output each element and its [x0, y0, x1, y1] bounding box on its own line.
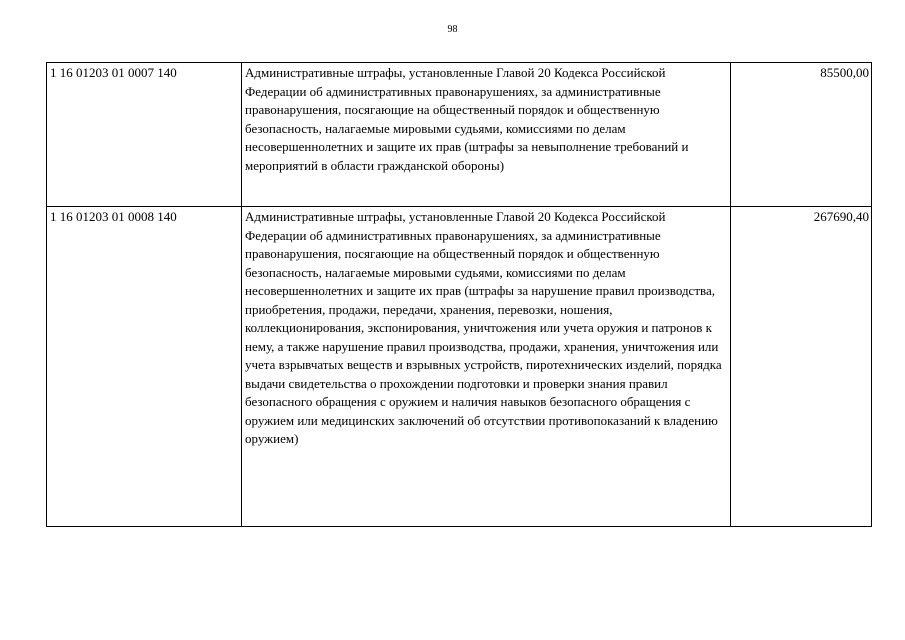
description-cell: Административные штрафы, установленные Главой 20 Кодекса Российской Федерации об административных правонарушениях, за административные правонарушения, посягающие на общественный порядок и общественную безопасность, налагаемые мировыми судьями, комиссиями по делам несовершеннолетних и защите их прав (штрафы за невыполнение требований и мероприятий в области гражданской обороны) — [242, 63, 731, 207]
budget-code-cell: 1 16 01203 01 0008 140 — [47, 207, 242, 527]
budget-table — [46, 62, 872, 527]
amount-cell: 85500,00 — [731, 63, 872, 207]
page-number: 98 — [447, 24, 458, 35]
table-row — [47, 63, 872, 207]
table-row — [47, 207, 872, 527]
budget-code-cell: 1 16 01203 01 0007 140 — [47, 63, 242, 207]
amount-cell: 267690,40 — [731, 207, 872, 527]
description-cell: Административные штрафы, установленные Главой 20 Кодекса Российской Федерации об административных правонарушениях, за административные правонарушения, посягающие на общественный порядок и общественную безопасность, налагаемые мировыми судьями, комиссиями по делам несовершеннолетних и защите их прав (штрафы за нарушение правил производства, приобретения, продажи, передачи, хранения, перевозки, ношения, коллекционирования, экспонирования, уничтожения или учета оружия и патронов к нему, а также нарушение правил производства, продажи, хранения, уничтожения или учета взрывчатых веществ и взрывных устройств, пиротехнических изделий, порядка выдачи свидетельства о прохождении подготовки и проверки знания правил безопасного обращения с оружием и наличия навыков безопасного обращения с оружием или медицинских заключений об отсутствии противопоказаний к владению оружием) — [242, 207, 731, 527]
